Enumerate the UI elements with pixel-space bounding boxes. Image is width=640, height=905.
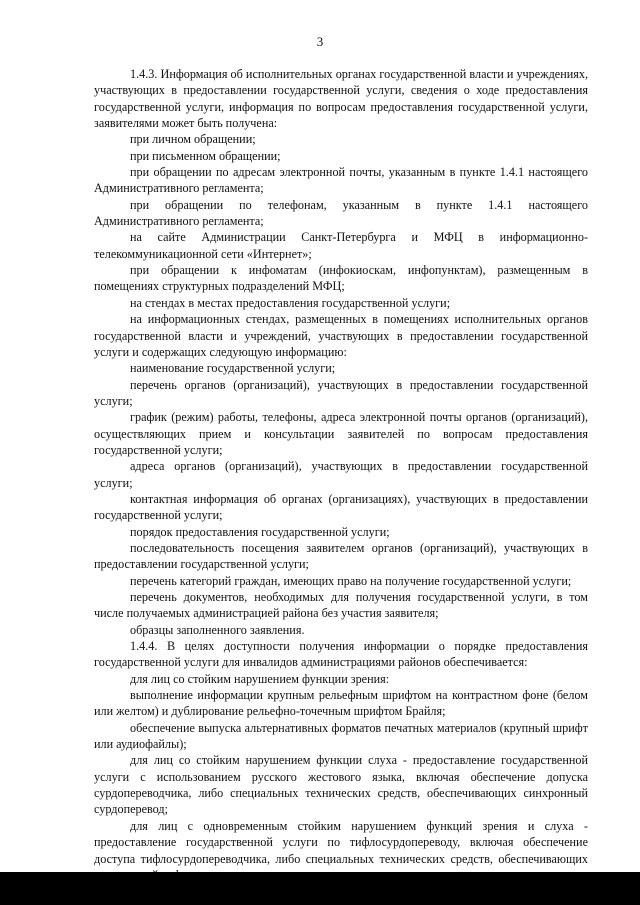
page-number: 3 — [316, 34, 324, 49]
list-item-service-name: наименование государственной услуги; — [130, 361, 336, 376]
list-item-infomats: при обращении к инфоматам (инфокиоскам, инфопунктам), размещенным в помещениях структурных подразделений МФЦ; — [94, 263, 588, 294]
list-item-website: на сайте Администрации Санкт-Петербурга и МФЦ в информационно-телекоммуникационной сети «Интернет»; — [94, 230, 588, 261]
list-item-contacts: контактная информация об органах (организациях), участвующих в предоставлении государственной услуги; — [94, 491, 588, 523]
list-item-deafblind: для лиц с одновременным стойким нарушением функций зрения и слуха - предоставление государственной услуги по тифлосурдопереводу, включая обеспечение доступа тифлосурдопереводчика, либо специальных технических средств, обеспечивающих — [94, 818, 588, 866]
list-item-application-samples: образцы заполненного заявления. — [130, 622, 305, 637]
list-item-citizen-categories: перечень категорий граждан, имеющих право на получение государственной услуги; — [130, 573, 572, 588]
list-item-alt-formats: обеспечение выпуска альтернативных форматов печатных материалов (крупный шрифт или аудиофайлы); — [94, 720, 588, 752]
list-item-procedure: порядок предоставления государственной услуги; — [130, 524, 390, 539]
list-item-vision-impaired: для лиц со стойким нарушением функции зрения: — [130, 671, 390, 686]
list-item-info-stands: на информационных стендах, размещенных в помещениях исполнительных органов государственной власти и учреждений, участвующих в предоставлении государственной услуги и содержащих следующую информацию: — [94, 312, 588, 359]
list-item-written-request: при письменном обращении; — [130, 148, 281, 163]
document-body — [94, 66, 588, 883]
list-item-visit-sequence: последовательность посещения заявителем органов (организаций), участвующих в предоставлении государственной услуги; — [94, 540, 588, 572]
paragraph-1-4-4-intro: 1.4.4. В целях доступности получения информации о порядке предоставления государственной услуги для инвалидов администрациями районов обеспечивается: — [94, 639, 588, 670]
list-item-schedule: график (режим) работы, телефоны, адреса электронной почты органов (организаций), осуществляющих прием и консультации заявителей по вопросам предоставления государственной услуги; — [94, 410, 588, 457]
list-item-email: при обращении по адресам электронной почты, указанным в пункте 1.4.1 настоящего Административного регламента; — [94, 165, 588, 196]
list-item-stands: на стендах в местах предоставления государственной услуги; — [130, 295, 451, 310]
list-item-hearing-impaired: для лиц со стойким нарушением функции слуха - предоставление государственной услуги с использованием русского жестового языка, включая обеспечение допуска сурдопереводчика, либо специальных технических средств, обеспечивающих синхронный сурдоперевод; — [94, 753, 588, 817]
list-item-addresses: адреса органов (организаций), участвующих в предоставлении государственной услуги; — [94, 459, 588, 490]
scan-bottom-edge — [0, 872, 640, 905]
list-item-documents: перечень документов, необходимых для получения государственной услуги, в том числе получаемых администрацией района без участия заявителя; — [94, 590, 588, 621]
paragraph-1-4-3-intro: 1.4.3. Информация об исполнительных органах государственной власти и учреждениях, участвующих в предоставлении государственной услуги, сведения о ходе предоставления государственной услуги, информация по вопросам предоставления государственной услуги, заявителями может быть получена: — [94, 67, 588, 131]
list-item-personal-visit: при личном обращении; — [130, 132, 256, 147]
list-item-large-font: выполнение информации крупным рельефным шрифтом на контрастном фоне (белом или желтом) и дублирование рельефно-точечным шрифтом Брайля; — [94, 688, 588, 719]
list-item-organizations-list: перечень органов (организаций), участвующих в предоставлении государственной услуги; — [94, 377, 588, 408]
list-item-phone: при обращении по телефонам, указанным в пункте 1.4.1 настоящего Административного регламента; — [94, 197, 588, 229]
